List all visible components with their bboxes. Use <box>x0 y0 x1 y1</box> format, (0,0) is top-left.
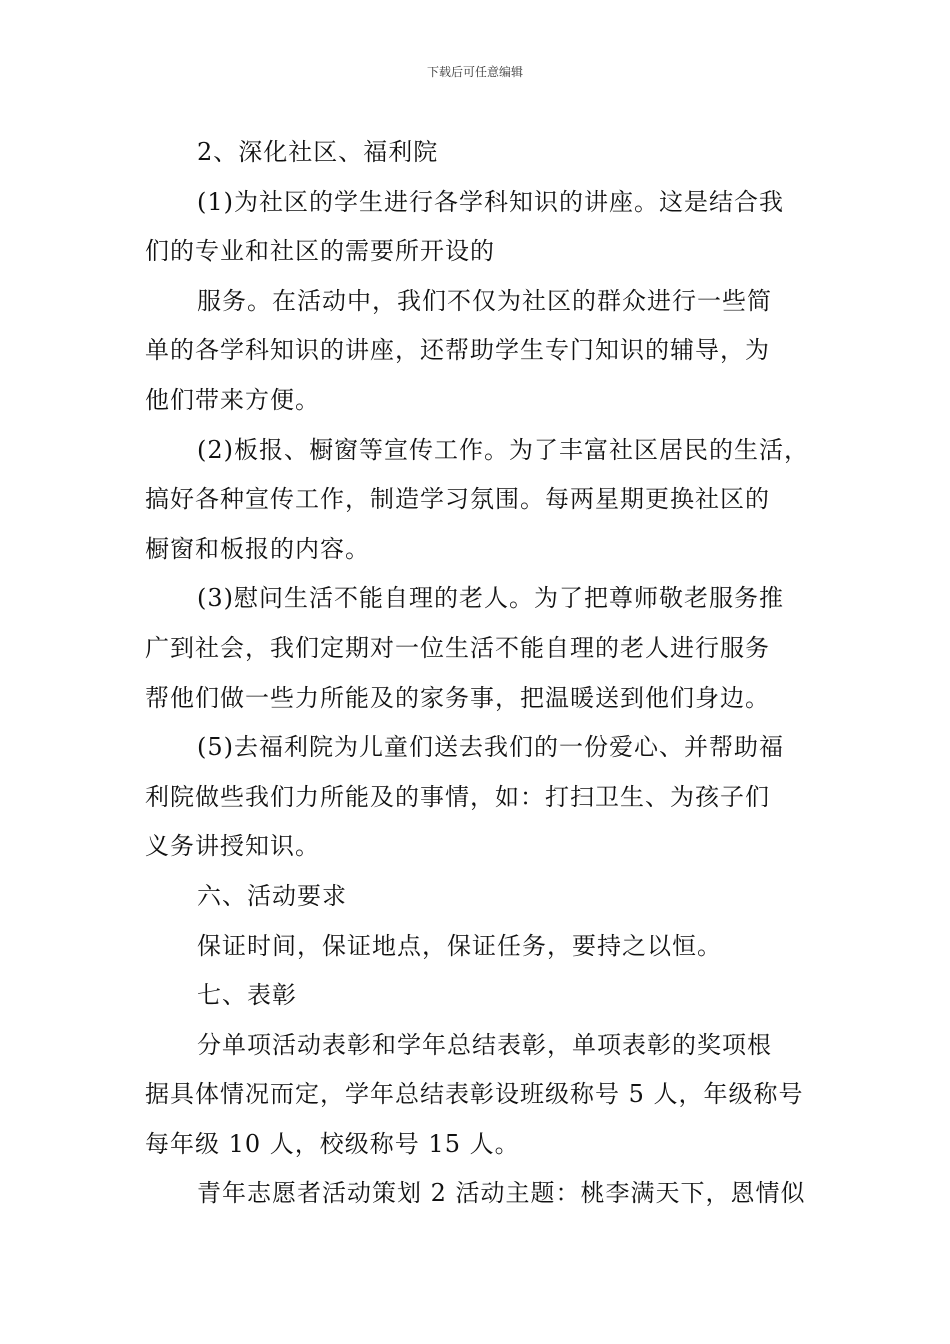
page-header: 下载后可任意编辑 <box>426 65 523 79</box>
paragraph-line: 他们带来方便。 <box>145 385 320 414</box>
paragraph-line: 单的各学科知识的讲座，还帮助学生专门知识的辅导，为 <box>145 336 770 365</box>
paragraph-line: 青年志愿者活动策划 2 活动主题：桃李满天下，恩情似 <box>197 1179 806 1208</box>
paragraph-line: 义务讲授知识。 <box>145 832 320 861</box>
section-heading: 七、表彰 <box>197 981 297 1010</box>
paragraph-line: 搞好各种宣传工作，制造学习氛围。每两星期更换社区的 <box>145 485 770 514</box>
section-heading: 2、深化社区、福利院 <box>197 138 439 166</box>
paragraph-line: (5)去福利院为儿童们送去我们的一份爱心、并帮助福 <box>197 733 784 762</box>
paragraph-line: 利院做些我们力所能及的事情，如：打扫卫生、为孩子们 <box>145 782 770 811</box>
document-body <box>145 128 815 1219</box>
paragraph-line: 服务。在活动中，我们不仅为社区的群众进行一些简 <box>197 286 772 315</box>
paragraph-line: 据具体情况而定，学年总结表彰设班级称号 5 人，年级称号 <box>145 1080 804 1109</box>
paragraph-line: 橱窗和板报的内容。 <box>145 534 370 563</box>
paragraph-line: (1)为社区的学生进行各学科知识的讲座。这是结合我 <box>197 187 784 216</box>
paragraph-line: 们的专业和社区的需要所开设的 <box>145 237 495 266</box>
paragraph-line: (2)板报、橱窗等宣传工作。为了丰富社区居民的生活， <box>197 435 809 464</box>
paragraph-line: 保证时间，保证地点，保证任务，要持之以恒。 <box>197 931 722 960</box>
section-heading: 六、活动要求 <box>197 881 347 910</box>
paragraph-line: (3)慰问生活不能自理的老人。为了把尊师敬老服务推 <box>197 584 784 613</box>
paragraph-line: 广到社会，我们定期对一位生活不能自理的老人进行服务 <box>145 633 770 662</box>
paragraph-line: 分单项活动表彰和学年总结表彰，单项表彰的奖项根 <box>197 1030 772 1059</box>
paragraph-line: 帮他们做一些力所能及的家务事，把温暖送到他们身边。 <box>145 683 770 712</box>
paragraph-line: 每年级 10 人，校级称号 15 人。 <box>145 1129 520 1158</box>
